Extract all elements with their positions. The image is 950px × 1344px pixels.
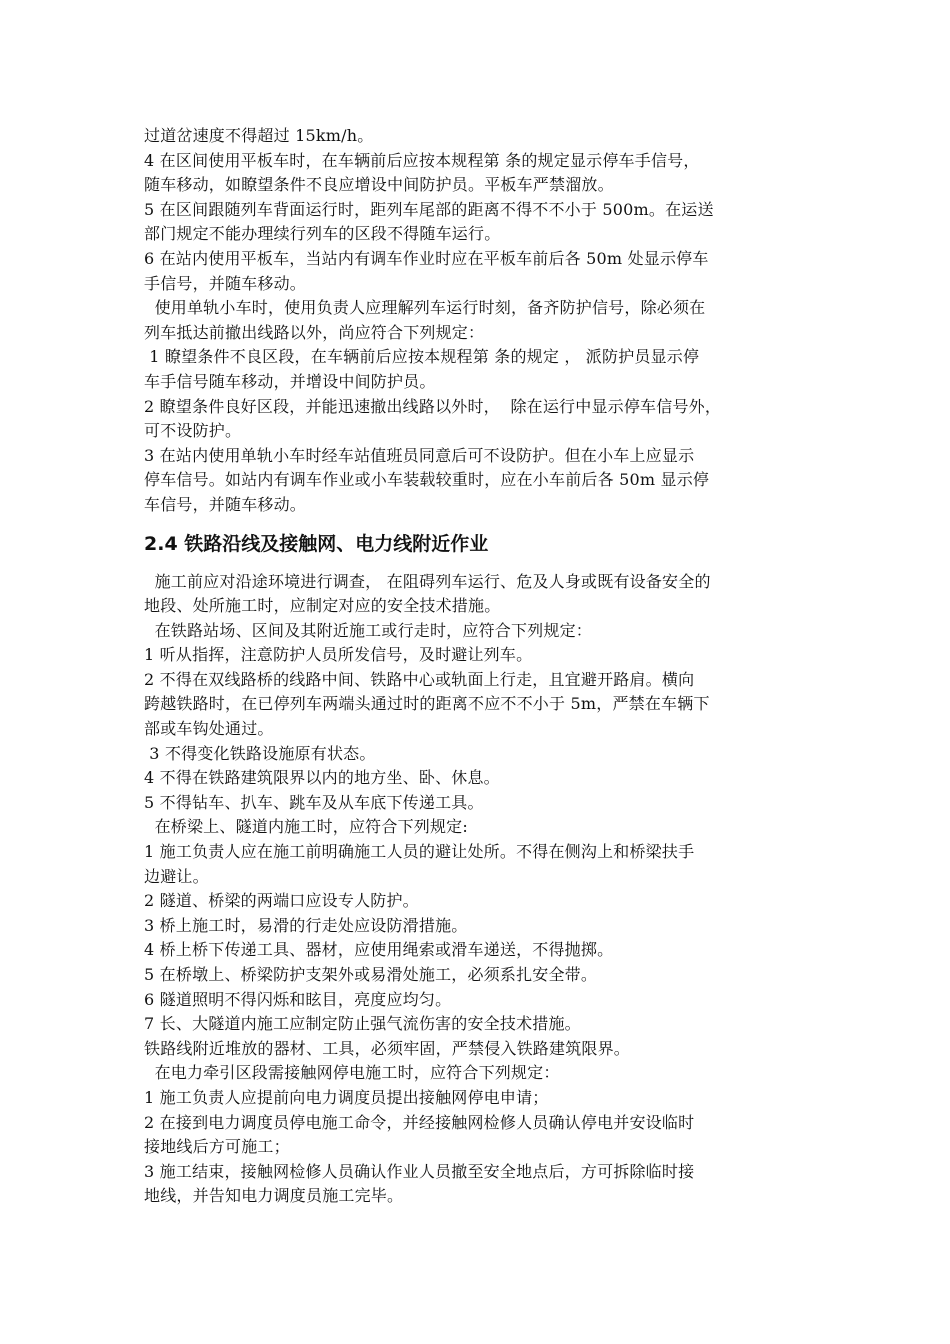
text-line: 在桥梁上、隧道内施工时，应符合下列规定: <box>144 817 468 837</box>
text-line: 2 在接到电力调度员停电施工命令，并经接触网检修人员确认停电并安设临时 <box>144 1112 695 1132</box>
text-line: 1 施工负责人应提前向电力调度员提出接触网停电申请； <box>144 1087 549 1107</box>
text-line: 施工前应对沿途环境进行调查， 在阻碍列车运行、危及人身或既有设备安全的 <box>144 571 711 591</box>
text-line: 5 不得钻车、扒车、跳车及从车底下传递工具。 <box>144 792 484 812</box>
text-line: 车信号，并随车移动。 <box>144 494 307 514</box>
text-line: 1 瞭望条件不良区段，在车辆前后应按本规程第 条的规定 ， 派防护员显示停 <box>144 347 700 367</box>
text-line: 3 在站内使用单轨小车时经车站值班员同意后可不设防护。但在小车上应显示 <box>144 445 695 465</box>
text-line: 7 长、大隧道内施工应制定防止强气流伤害的安全技术措施。 <box>144 1014 581 1034</box>
section-text-upper <box>144 124 824 518</box>
text-line: 6 在站内使用平板车，当站内有调车作业时应在平板车前后各 50m 处显示停车 <box>144 248 709 268</box>
text-line: 铁路线附近堆放的器材、工具，必须牢固，严禁侵入铁路建筑限界。 <box>144 1038 631 1058</box>
text-line: 4 在区间使用平板车时，在车辆前后应按本规程第 条的规定显示停车手信号， <box>144 150 700 170</box>
text-line: 5 在桥墩上、桥梁防护支架外或易滑处施工，必须系扎安全带。 <box>144 965 598 984</box>
text-line: 1 施工负责人应在施工前明确施工人员的避让处所。不得在侧沟上和桥梁扶手 <box>144 842 695 862</box>
text-line: 边避让。 <box>144 866 209 886</box>
text-line: 4 不得在铁路建筑限界以内的地方坐、卧、休息。 <box>144 768 500 788</box>
text-line: 跨越铁路时，在已停列车两端头通过时的距离不应不不小于 5m，严禁在车辆下 <box>144 694 710 714</box>
text-line: 可不设防护。 <box>144 421 242 441</box>
text-line: 车手信号随车移动，并增设中间防护员。 <box>144 371 436 391</box>
text-line: 6 隧道照明不得闪烁和眩目，亮度应均匀。 <box>144 989 452 1009</box>
text-line: 2 不得在双线路桥的线路中间、铁路中心或轨面上行走，且宜避开路肩。横向 <box>144 669 695 689</box>
text-line: 部或车钩处通过。 <box>144 719 274 739</box>
text-line: 5 在区间跟随列车背面运行时，距列车尾部的距离不得不不小于 500m。在运送 <box>144 199 714 219</box>
text-line: 地线，并告知电力调度员施工完毕。 <box>144 1186 404 1206</box>
text-line: 停车信号。如站内有调车作业或小车装载较重时，应在小车前后各 50m 显示停 <box>144 470 710 490</box>
text-line: 3 不得变化铁路设施原有状态。 <box>144 743 376 763</box>
text-line: 随车移动，如瞭望条件不良应增设中间防护员。平板车严禁溜放。 <box>144 175 614 195</box>
text-line: 在电力牵引区段需接触网停电施工时，应符合下列规定： <box>144 1063 560 1083</box>
document-body <box>144 124 824 1209</box>
text-line: 使用单轨小车时，使用负责人应理解列车运行时刻，备齐防护信号，除必须在 <box>144 298 706 318</box>
text-line: 地段、处所施工时，应制定对应的安全技术措施。 <box>144 596 501 616</box>
text-line: 2 隧道、桥梁的两端口应设专人防护。 <box>144 891 419 911</box>
text-line: 2 瞭望条件良好区段，并能迅速撤出线路以外时， 除在运行中显示停车信号外， <box>144 396 722 416</box>
text-line: 3 施工结束，接触网检修人员确认作业人员撤至安全地点后，方可拆除临时接 <box>144 1161 695 1181</box>
text-line: 部门规定不能办理续行列车的区段不得随车运行。 <box>144 224 501 244</box>
section-heading: 2.4 铁路沿线及接触网、电力线附近作业 <box>144 532 489 555</box>
text-line: 在铁路站场、区间及其附近施工或行走时，应符合下列规定： <box>144 620 592 640</box>
text-line: 列车抵达前撤出线路以外，尚应符合下列规定： <box>144 322 485 342</box>
text-line: 3 桥上施工时，易滑的行走处应设防滑措施。 <box>144 915 468 935</box>
text-line: 过道岔速度不得超过 15km/h。 <box>144 126 374 145</box>
section-text-lower <box>144 570 824 1209</box>
text-line: 4 桥上桥下传递工具、器材，应使用绳索或滑车递送，不得抛掷。 <box>144 940 614 960</box>
text-line: 手信号，并随车移动。 <box>144 273 307 293</box>
text-line: 1 听从指挥，注意防护人员所发信号，及时避让列车。 <box>144 645 533 665</box>
text-line: 接地线后方可施工； <box>144 1137 290 1157</box>
